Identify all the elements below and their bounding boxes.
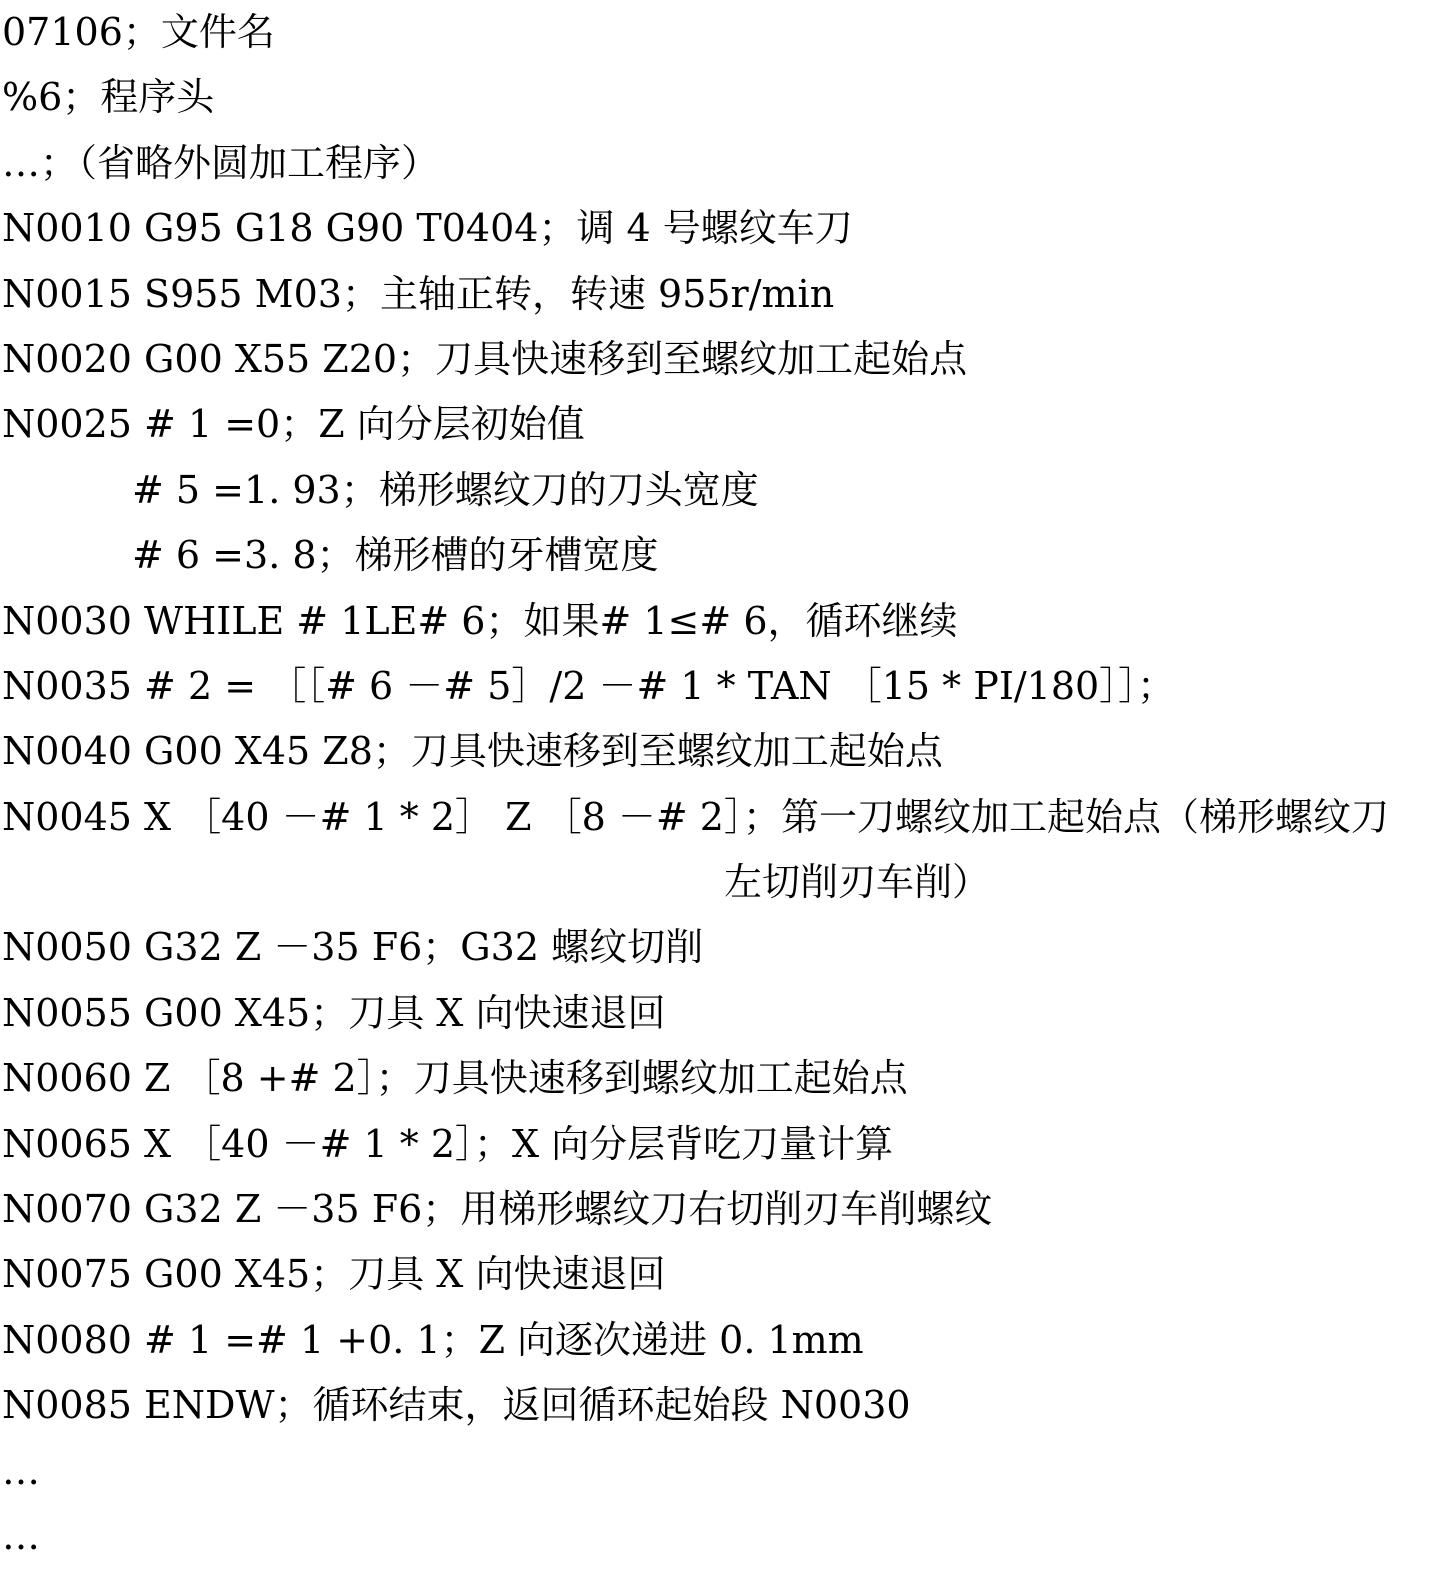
program-line-text: # 6 =3. 8；梯形槽的牙槽宽度 <box>132 533 659 578</box>
program-line <box>2 719 1435 784</box>
program-line-text: N0015 S955 M03；主轴正转，转速 955r/min <box>2 271 835 316</box>
program-line <box>2 1504 1435 1569</box>
program-line <box>2 392 1435 457</box>
program-line <box>2 981 1435 1046</box>
program-line-text: N0060 Z ［8 +# 2］；刀具快速移到螺纹加工起始点 <box>2 1056 908 1101</box>
program-line-text: 左切削刃车削） <box>724 860 991 905</box>
program-line-text: N0035 # 2 = ［［# 6 －# 5］/2 －# 1 * TAN ［15 * PI/180］］； <box>2 663 1176 708</box>
program-line <box>2 589 1435 654</box>
program-line-text: N0020 G00 X55 Z20；刀具快速移到至螺纹加工起始点 <box>2 336 968 381</box>
program-line-text: N0080 # 1 =# 1 +0. 1；Z 向逐次递进 0. 1mm <box>2 1317 864 1362</box>
program-line-text: …；（省略外圆加工程序） <box>2 140 440 185</box>
program-line-text: … <box>2 1448 40 1493</box>
program-line <box>2 327 1435 392</box>
program-line-text: … <box>2 1513 40 1558</box>
program-line <box>2 1242 1435 1307</box>
program-line-text: 07106；文件名 <box>2 10 275 54</box>
program-line-text: # 5 =1. 93；梯形螺纹刀的刀头宽度 <box>132 467 759 512</box>
program-line <box>2 1046 1435 1111</box>
program-line <box>2 1373 1435 1438</box>
program-line <box>2 131 1435 196</box>
program-line-text: N0040 G00 X45 Z8；刀具快速移到至螺纹加工起始点 <box>2 729 943 774</box>
program-line <box>2 196 1435 261</box>
program-line <box>2 1177 1435 1242</box>
program-line-text: N0030 WHILE # 1LE# 6；如果# 1≤# 6，循环继续 <box>2 598 958 643</box>
program-line <box>2 458 1435 523</box>
program-line-text: N0075 G00 X45；刀具 X 向快速退回 <box>2 1252 666 1297</box>
program-line <box>2 850 1435 915</box>
program-line-text: %6；程序头 <box>2 75 215 120</box>
program-line <box>2 654 1435 719</box>
program-line <box>2 785 1435 850</box>
program-line <box>2 0 1435 65</box>
program-line-text: N0085 ENDW；循环结束，返回循环起始段 N0030 <box>2 1383 911 1428</box>
program-line <box>2 1112 1435 1177</box>
program-line-text: N0050 G32 Z －35 F6；G32 螺纹切削 <box>2 925 704 970</box>
program-line-text: N0010 G95 G18 G90 T0404；调 4 号螺纹车刀 <box>2 206 853 251</box>
program-listing <box>2 0 1435 1569</box>
program-line <box>2 1439 1435 1504</box>
program-line <box>2 65 1435 130</box>
program-line <box>2 915 1435 980</box>
program-line-text: N0045 X ［40 －# 1 * 2］ Z ［8 －# 2］；第一刀螺纹加工起始点（梯形螺纹刀 <box>2 794 1389 839</box>
program-line <box>2 1308 1435 1373</box>
program-line <box>2 523 1435 588</box>
program-line <box>2 262 1435 327</box>
program-line-text: N0025 # 1 =0；Z 向分层初始值 <box>2 402 585 447</box>
program-line-text: N0065 X ［40 －# 1 * 2］；X 向分层背吃刀量计算 <box>2 1121 894 1166</box>
program-line-text: N0070 G32 Z －35 F6；用梯形螺纹刀右切削刃车削螺纹 <box>2 1187 993 1232</box>
program-line-text: N0055 G00 X45；刀具 X 向快速退回 <box>2 990 666 1035</box>
